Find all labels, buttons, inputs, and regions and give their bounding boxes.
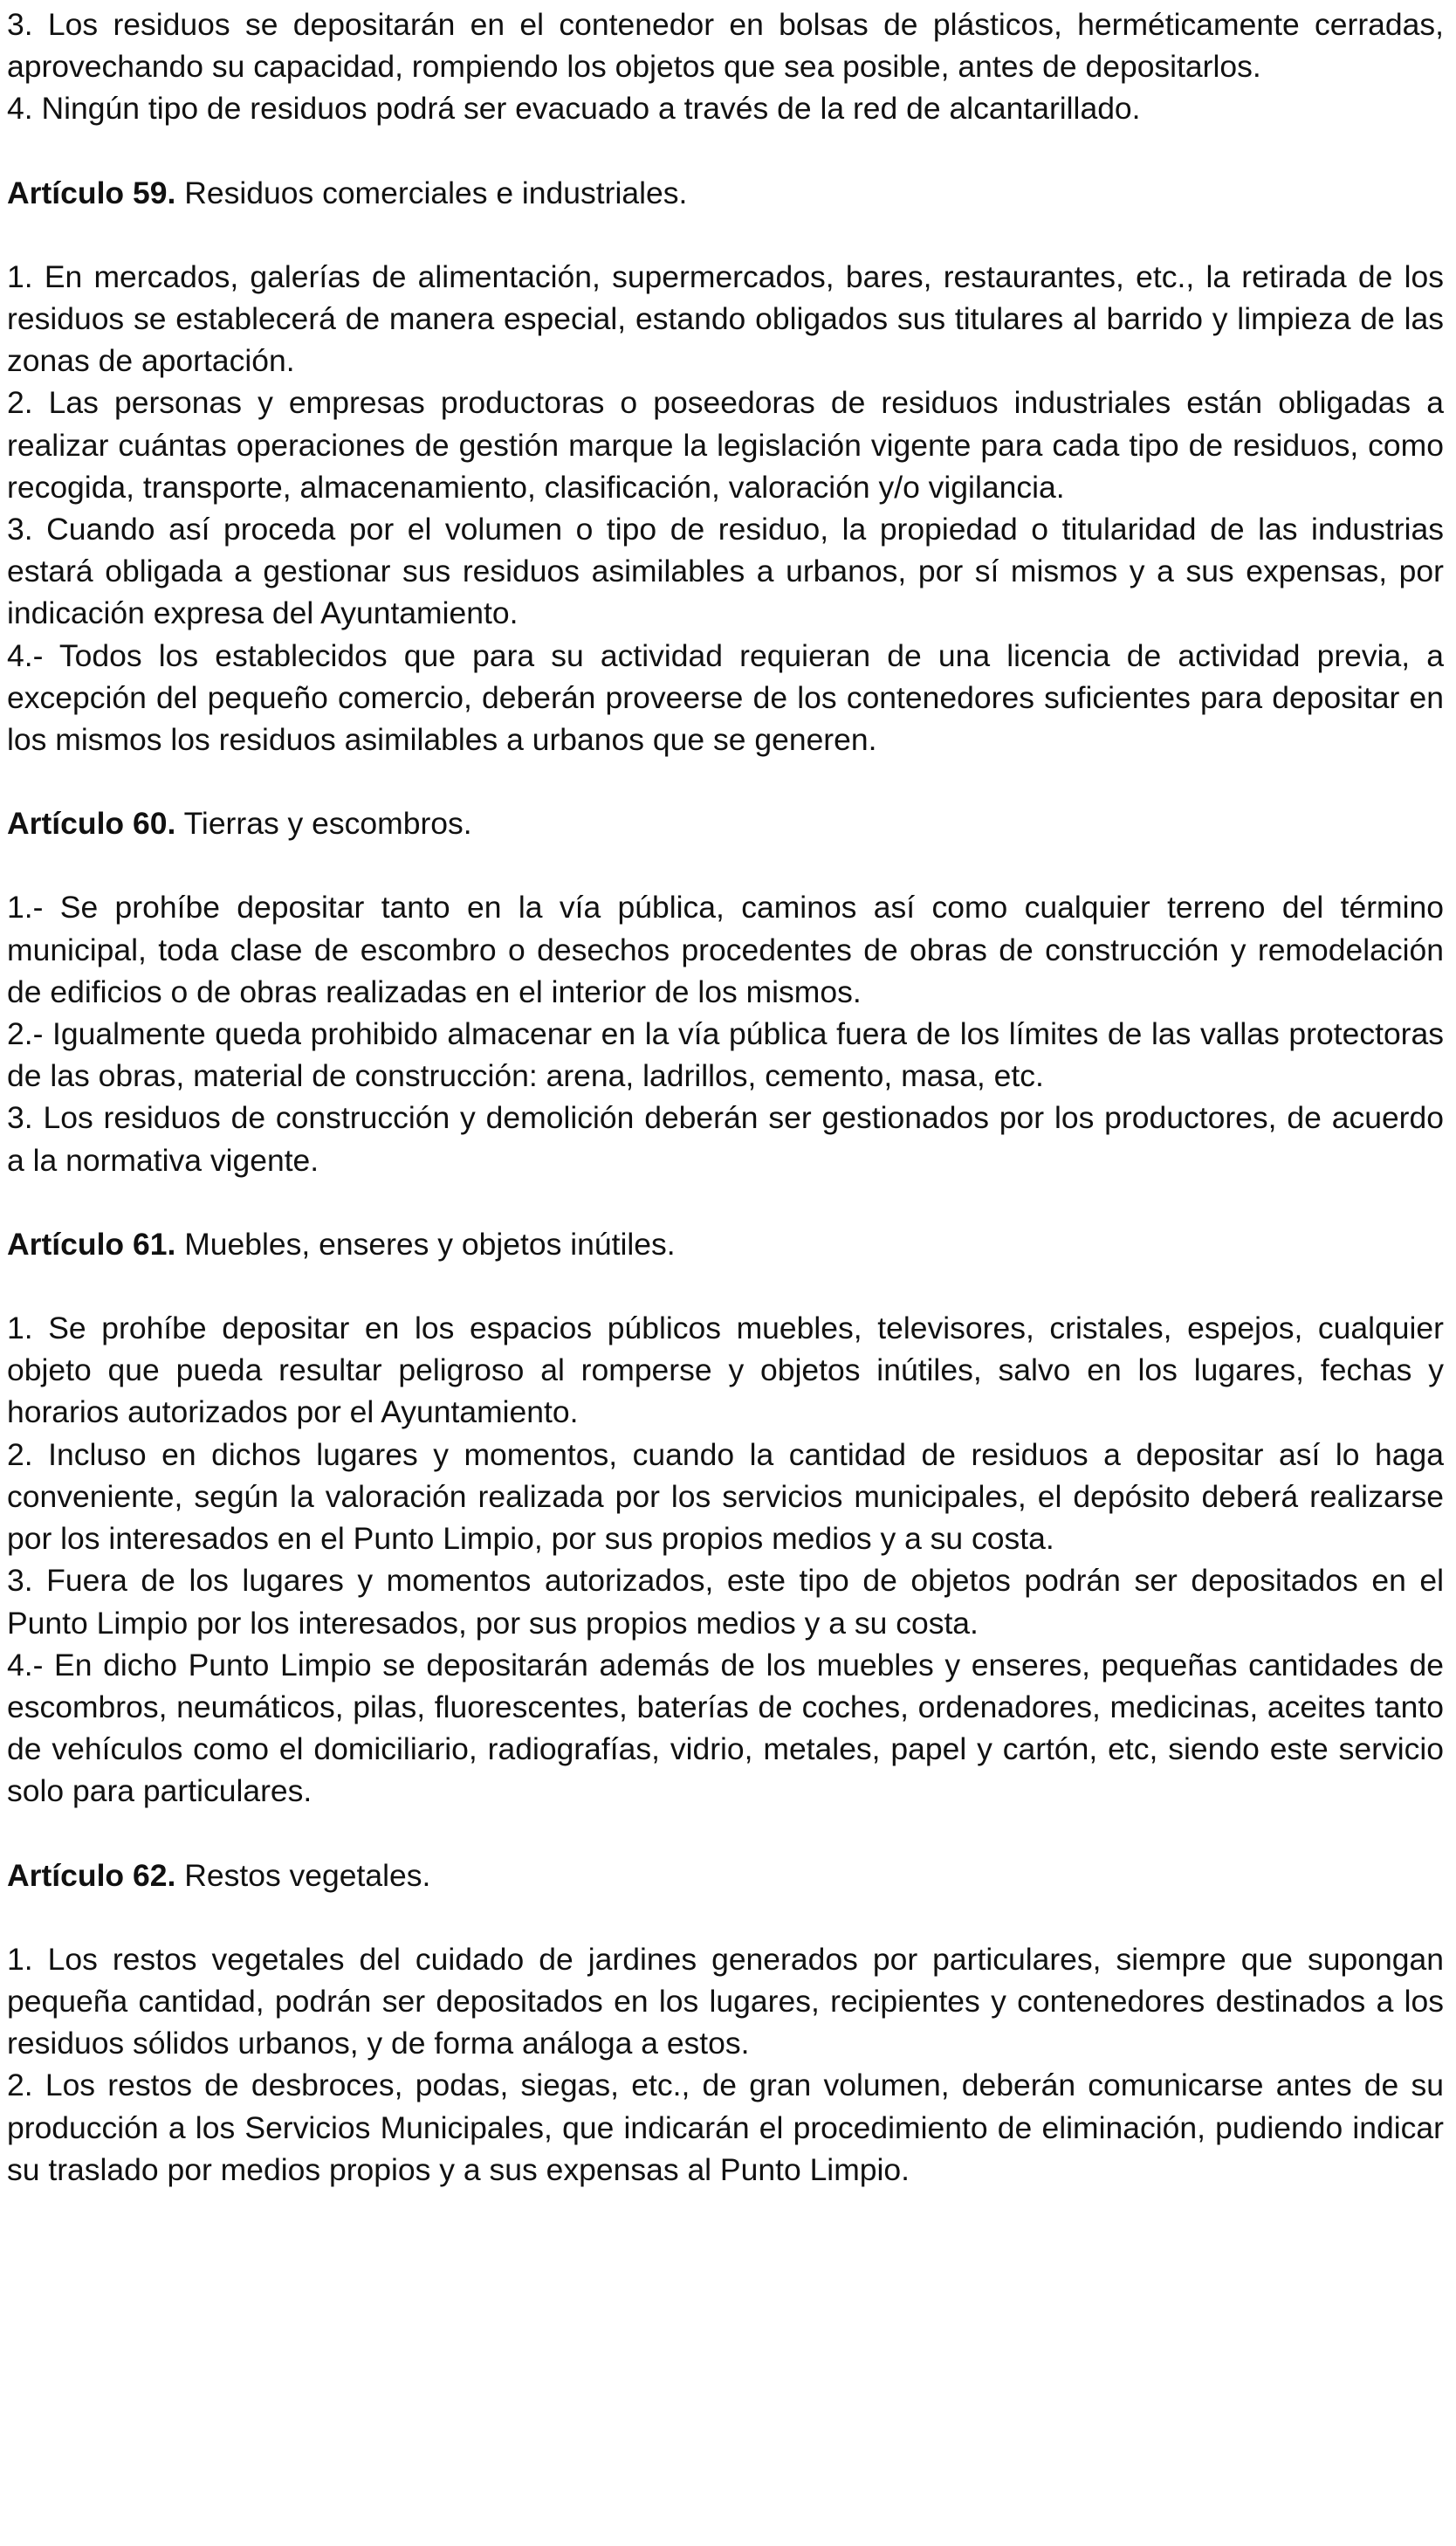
article-heading <box>7 172 1444 214</box>
paragraph: 1. En mercados, galerías de alimentación, supermercados, bares, restaurantes, etc., la retirada de los residuos se establecerá de manera especial, estando obligados sus titulares al barrido y limpieza de las zonas de aportación. <box>7 258 1444 379</box>
section-gap <box>7 130 1444 172</box>
paragraph: 4.- Todos los establecidos que para su actividad requieran de una licencia de actividad previa, a excepción del pequeño comercio, deberán proveerse de los contenedores suficientes para depositar en los mismos los residuos asimilables a urbanos que se generen. <box>7 637 1444 758</box>
paragraph: 1. Los restos vegetales del cuidado de jardines generados por particulares, siempre que supongan pequeña cantidad, podrán ser depositados en los lugares, recipientes y contenedores destinados a los residuos sólidos urbanos, y de forma análoga a estos. <box>7 1941 1444 2061</box>
section-gap <box>7 1813 1444 1854</box>
paragraph: 3. Fuera de los lugares y momentos autorizados, este tipo de objetos podrán ser depositados en el Punto Limpio por los interesados, por sus propios medios y a su costa. <box>7 1563 1444 1641</box>
intro-section <box>7 3 1444 130</box>
article-heading <box>7 1854 1444 1896</box>
article-title: Residuos comerciales e industriales. <box>184 175 688 210</box>
paragraph: 2. Los restos de desbroces, podas, siegas, etc., de gran volumen, deberán comunicarse antes de su producción a los Servicios Municipales, que indicarán el procedimiento de eliminación, pudiendo indicar su traslado por medios propios y a sus expensas al Punto Limpio. <box>7 2068 1444 2187</box>
article-title: Tierras y escombros. <box>183 806 472 842</box>
article-59 <box>7 172 1444 761</box>
paragraph: 2.- Igualmente queda prohibido almacenar en la vía pública fuera de los límites de las vallas protectoras de las obras, material de construcción: arena, ladrillos, cemento, masa, etc. <box>7 1016 1444 1094</box>
article-number: Artículo 59. <box>7 175 176 210</box>
paragraph: 2. Incluso en dichos lugares y momentos, cuando la cantidad de residuos a depositar así lo haga conveniente, según la valoración realizada por los servicios municipales, el depósito deberá realizarse por los interesados en el Punto Limpio, por sus propios medios y a su costa. <box>7 1436 1444 1557</box>
article-title: Restos vegetales. <box>184 1857 431 1893</box>
article-61 <box>7 1223 1444 1813</box>
paragraph: 4.- En dicho Punto Limpio se depositarán además de los muebles y enseres, pequeñas cantidades de escombros, neumáticos, pilas, fluorescentes, baterías de coches, ordenadores, medicinas, aceites tanto de vehículos como el domiciliario, radiografías, vidrio, metales, papel y cartón, etc, siendo este servicio solo para particulares. <box>7 1647 1444 1809</box>
paragraph: 3. Cuando así proceda por el volumen o tipo de residuo, la propiedad o titularidad de las industrias estará obligada a gestionar sus residuos asimilables a urbanos, por sí mismos y a sus expensas, por indicación expresa del Ayuntamiento. <box>7 512 1444 631</box>
article-number: Artículo 61. <box>7 1226 176 1262</box>
paragraph: 3. Los residuos de construcción y demolición deberán ser gestionados por los productores, de acuerdo a la normativa vigente. <box>7 1100 1444 1178</box>
article-title: Muebles, enseres y objetos inútiles. <box>184 1226 676 1262</box>
paragraph: 3. Los residuos se depositarán en el contenedor en bolsas de plásticos, herméticamente cerradas, aprovechando su capacidad, rompiendo los objetos que sea posible, antes de depositarlos. <box>7 7 1444 85</box>
section-gap <box>7 1181 1444 1223</box>
paragraph: 4. Ningún tipo de residuos podrá ser evacuado a través de la red de alcantarillado. <box>7 91 1141 127</box>
paragraph: 1. Se prohíbe depositar en los espacios públicos muebles, televisores, cristales, espejos, cualquier objeto que pueda resultar peligroso al romperse y objetos inútiles, salvo en los lugares, fechas y horarios autorizados por el Ayuntamiento. <box>7 1311 1444 1430</box>
paragraph: 1.- Se prohíbe depositar tanto en la vía pública, caminos así como cualquier terreno del término municipal, toda clase de escombro o desechos procedentes de obras de construcción y remodelación de edificios o de obras realizadas en el interior de los mismos. <box>7 890 1444 1009</box>
article-60 <box>7 802 1444 1181</box>
paragraph: 2. Las personas y empresas productoras o poseedoras de residuos industriales están obligadas a realizar cuántas operaciones de gestión marque la legislación vigente para cada tipo de residuos, como recogida, transporte, almacenamiento, clasificación, valoración y/o vigilancia. <box>7 385 1444 505</box>
article-number: Artículo 62. <box>7 1857 176 1893</box>
article-heading <box>7 802 1444 844</box>
section-gap <box>7 760 1444 802</box>
article-number: Artículo 60. <box>7 806 176 842</box>
article-heading <box>7 1223 1444 1265</box>
article-62 <box>7 1854 1444 2191</box>
